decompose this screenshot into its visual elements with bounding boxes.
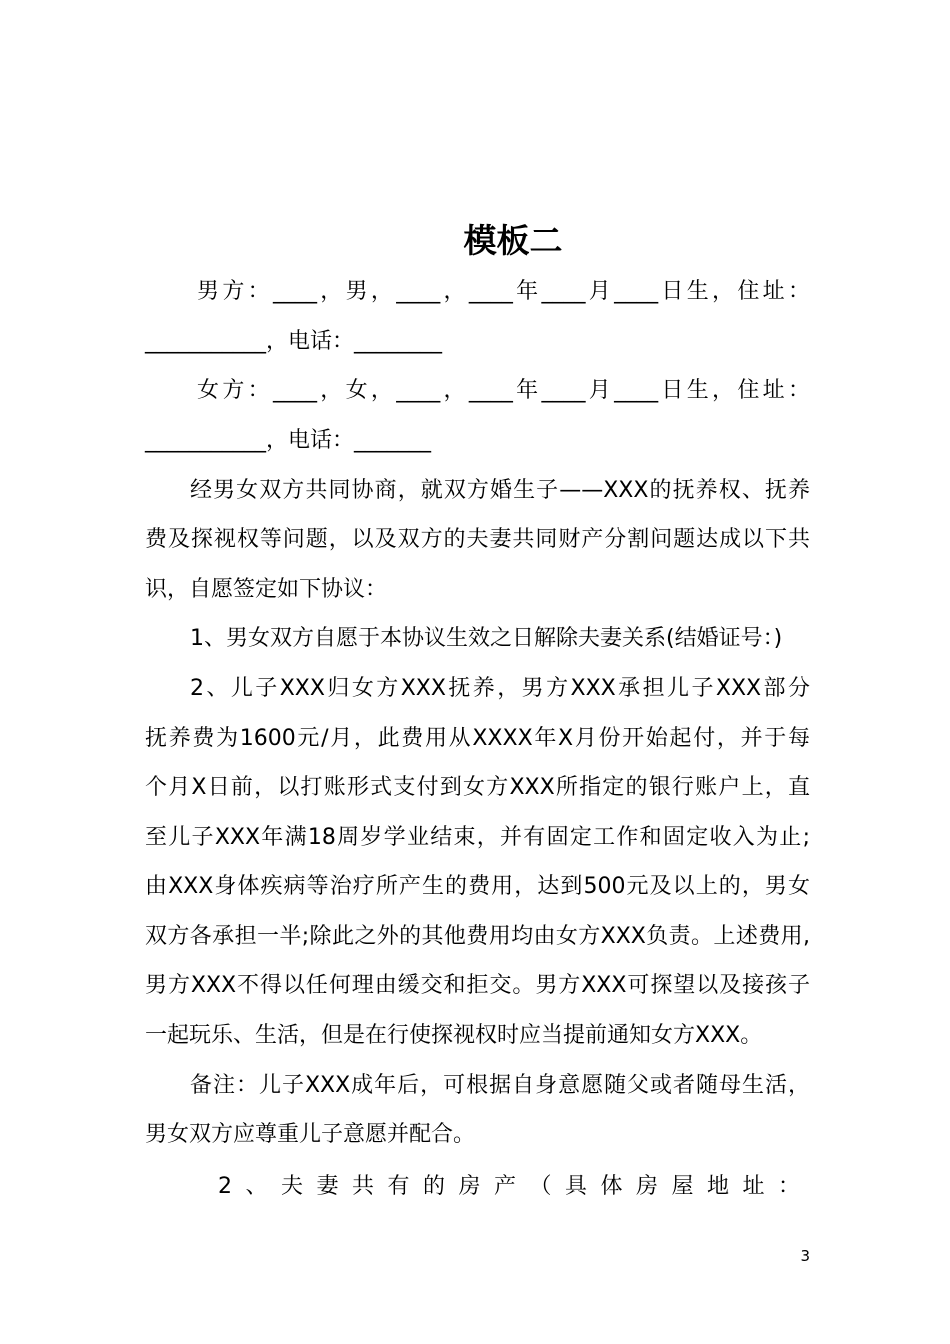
clause-2-line: 至儿子XXX年满18周岁学业结束，并有固定工作和固定收入为止;	[145, 825, 810, 850]
clause-2-line: 一起玩乐、生活，但是在行使探视权时应当提前通知女方XXX。	[145, 1023, 763, 1048]
clause-1-line: 1、男女双方自愿于本协议生效之日解除夫妻关系(结婚证号：)	[190, 626, 783, 651]
intro-paragraph-line: 经男女双方共同协商，就双方婚生子——XXX的抚养权、抚养	[190, 478, 810, 503]
clause-2-line: 由XXX身体疾病等治疗所产生的费用，达到500元及以上的，男女	[145, 874, 810, 899]
document-title: 模板二	[463, 221, 563, 260]
remark-line: 备注：儿子XXX成年后，可根据自身意愿随父或者随母生活，	[190, 1073, 810, 1098]
clause-2-line: 双方各承担一半;除此之外的其他费用均由女方XXX负责。上述费用,	[145, 924, 810, 949]
husband-info-line: 男方：____，男，____，____年____月____日生，住址：	[197, 279, 810, 304]
clause-2-line: 男方XXX不得以任何理由缓交和拒交。男方XXX可探望以及接孩子	[145, 973, 810, 998]
intro-paragraph-line: 识，自愿签定如下协议：	[145, 577, 388, 602]
intro-paragraph-line: 费及探视权等问题，以及双方的夫妻共同财产分割问题达成以下共	[145, 527, 810, 552]
clause-2-line: 个月X日前，以打账形式支付到女方XXX所指定的银行账户上，直	[145, 775, 810, 800]
page-number: 3	[800, 1247, 810, 1265]
clause-2-line: 抚养费为1600元/月，此费用从XXXX年X月份开始起付，并于每	[145, 726, 810, 751]
property-clause-line: 2、夫妻共有的房产（具体房屋地址：	[218, 1174, 800, 1199]
wife-info-line: 女方：____，女，____，____年____月____日生，住址：	[197, 378, 810, 403]
husband-phone-line: ___________，电话：________	[145, 329, 443, 354]
clause-2-line: 2、儿子XXX归女方XXX抚养，男方XXX承担儿子XXX部分	[190, 676, 810, 701]
remark-line: 男女双方应尊重儿子意愿并配合。	[145, 1122, 476, 1147]
wife-phone-line: ___________，电话：_______	[145, 428, 432, 453]
